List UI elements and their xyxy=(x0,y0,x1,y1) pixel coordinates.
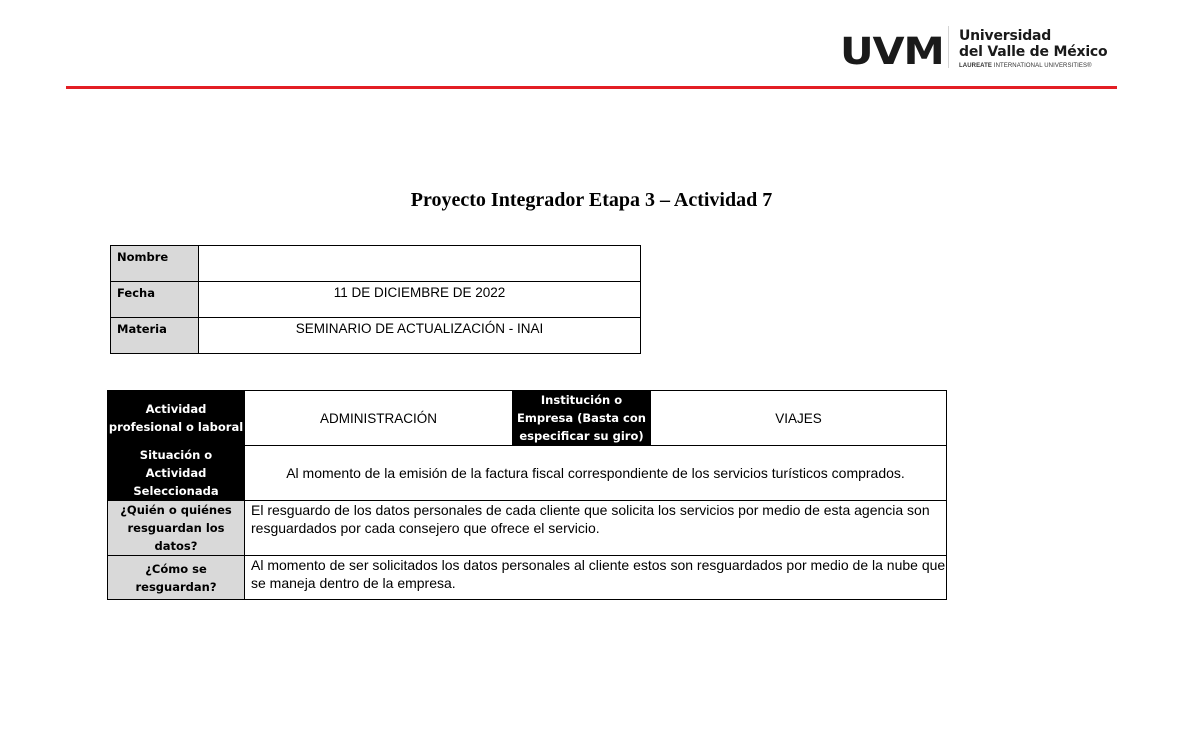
logo-laureate-rest: INTERNATIONAL UNIVERSITIES® xyxy=(992,63,1092,69)
how-row xyxy=(108,556,947,600)
info-value-materia: SEMINARIO DE ACTUALIZACIÓN - INAI xyxy=(199,318,641,354)
who-value: El resguardo de los datos personales de cada cliente que solicita los servicios por medio de esta agencia son resguardados por cada consejero que ofrece el servicio. xyxy=(245,501,947,556)
institution-label: Institución o Empresa (Basta con especificar su giro) xyxy=(513,391,651,446)
activity-table xyxy=(107,390,947,600)
activity-label: Actividad profesional o laboral xyxy=(108,391,245,446)
info-label-materia: Materia xyxy=(111,318,199,354)
uvm-logo xyxy=(840,26,1108,73)
logo-university-line2: del Valle de México xyxy=(959,44,1108,60)
info-table xyxy=(110,245,641,354)
info-row-materia xyxy=(111,318,641,354)
info-label-fecha: Fecha xyxy=(111,282,199,318)
logo-mark: UVM xyxy=(840,30,944,73)
logo-laureate-bold: LAUREATE xyxy=(959,63,993,69)
info-value-fecha: 11 DE DICIEMBRE DE 2022 xyxy=(199,282,641,318)
situation-label: Situación o Actividad Seleccionada xyxy=(108,446,245,501)
info-label-nombre: Nombre xyxy=(111,246,199,282)
logo-laureate xyxy=(959,61,1107,71)
logo-text xyxy=(959,28,1107,71)
info-value-nombre xyxy=(199,246,641,282)
who-label: ¿Quién o quiénes resguardan los datos? xyxy=(108,501,245,556)
header-red-rule xyxy=(66,86,1117,89)
info-row-nombre xyxy=(111,246,641,282)
situation-value: Al momento de la emisión de la factura fiscal correspondiente de los servicios turísticos comprados. xyxy=(245,446,947,501)
how-value: Al momento de ser solicitados los datos personales al cliente estos son resguardados por medio de la nube que se maneja dentro de la empresa. xyxy=(245,556,947,600)
activity-value: ADMINISTRACIÓN xyxy=(245,391,513,446)
activity-row-header xyxy=(108,391,947,446)
situation-row xyxy=(108,446,947,501)
info-row-fecha xyxy=(111,282,641,318)
institution-value: VIAJES xyxy=(651,391,947,446)
how-label: ¿Cómo se resguardan? xyxy=(108,556,245,600)
who-row xyxy=(108,501,947,556)
logo-university-line1: Universidad xyxy=(959,28,1052,44)
document-title: Proyecto Integrador Etapa 3 – Actividad 7 xyxy=(410,189,773,211)
